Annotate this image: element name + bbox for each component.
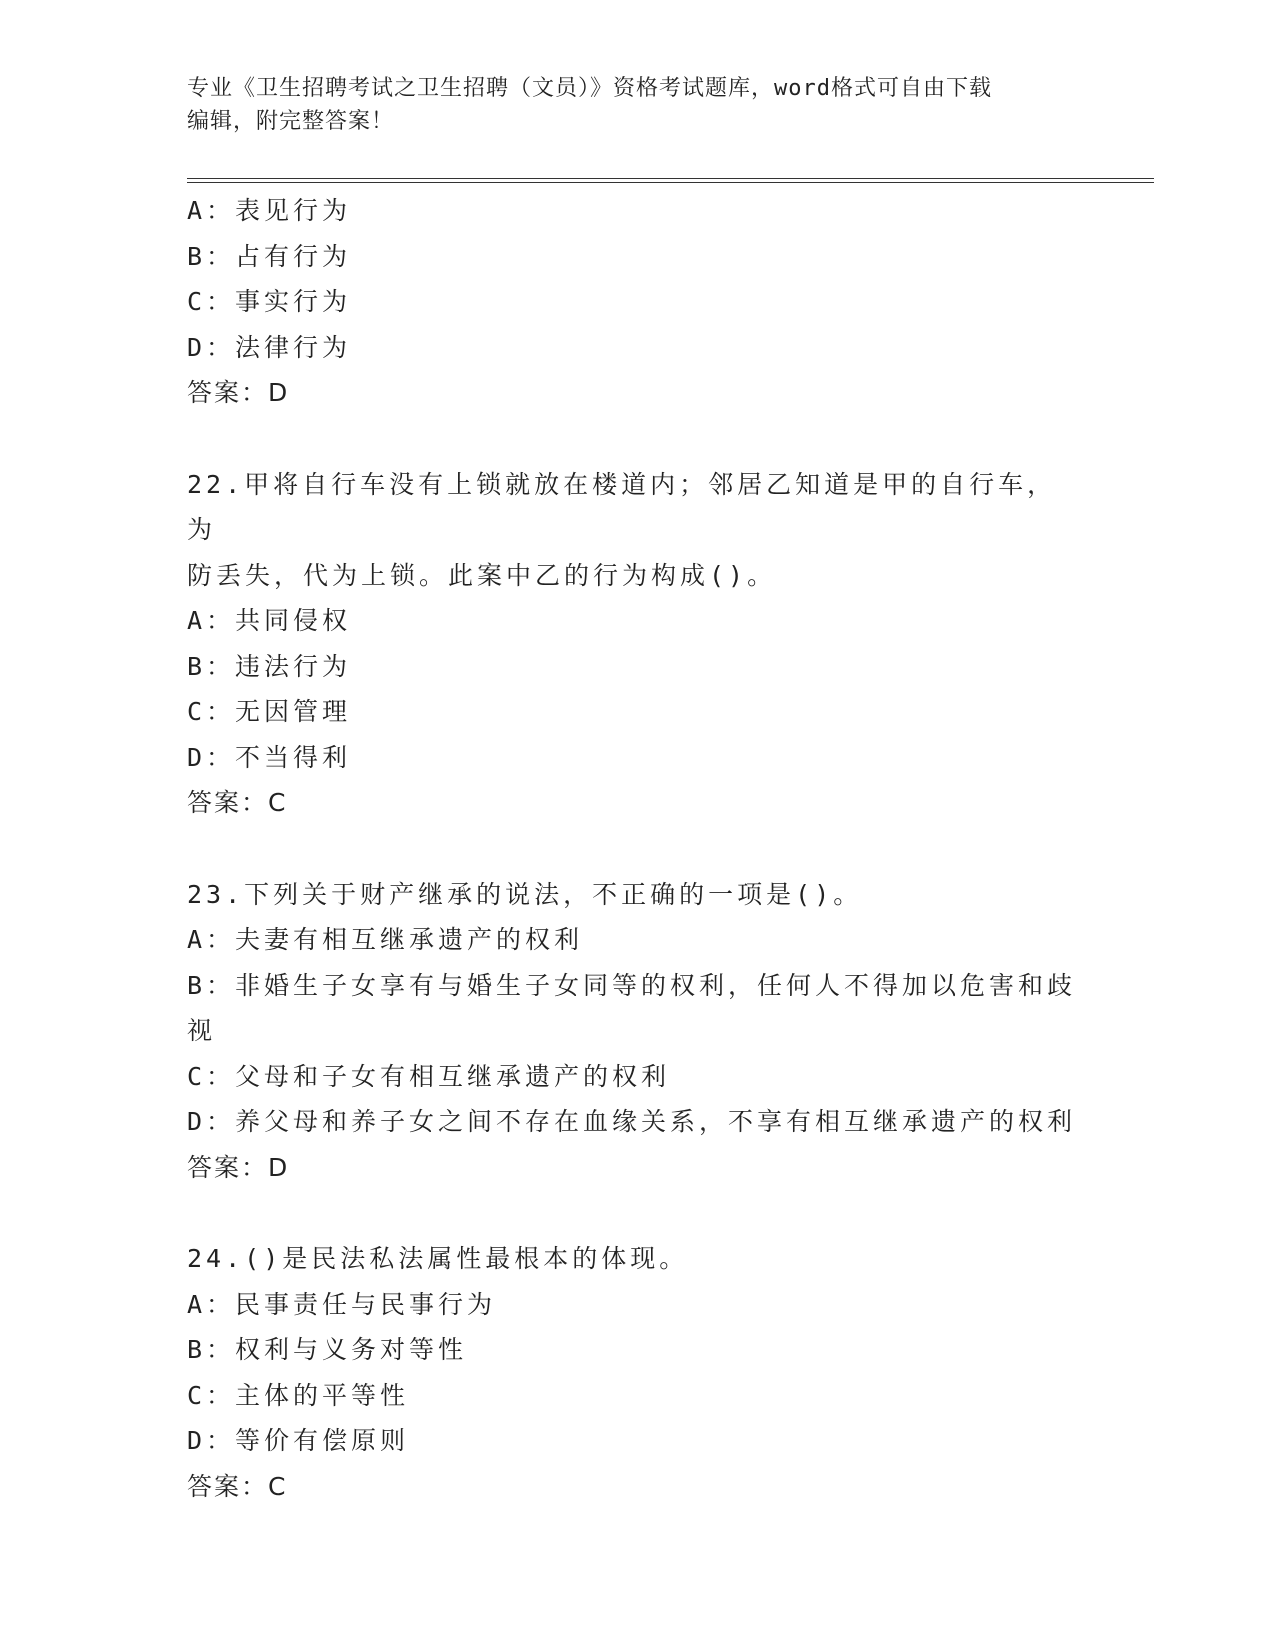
- header-line-1: 专业《卫生招聘考试之卫生招聘（文员）》资格考试题库，word格式可自由下载: [187, 76, 992, 101]
- question-text: 22.甲将自行车没有上锁就放在楼道内；邻居乙知道是甲的自行车，为: [187, 469, 1057, 544]
- question-21: [187, 188, 1077, 416]
- answer: 答案：C: [187, 788, 288, 817]
- option-d: D：法律行为: [187, 332, 352, 362]
- question-23: [187, 872, 1077, 1191]
- header-line-2: 编辑，附完整答案！: [187, 109, 395, 134]
- option-c: C：父母和子女有相互继承遗产的权利: [187, 1061, 671, 1091]
- question-list: [187, 188, 1077, 1509]
- question-text-cont: 防丢失，代为上锁。此案中乙的行为构成()。: [187, 560, 777, 590]
- option-c: C：无因管理: [187, 697, 352, 726]
- option-c: C：事实行为: [187, 287, 352, 316]
- question-text: 24.()是民法私法属性最根本的体现。: [187, 1244, 689, 1273]
- option-a: A：共同侵权: [187, 606, 352, 635]
- option-a: A：民事责任与民事行为: [187, 1289, 497, 1319]
- header-divider-bottom: [187, 182, 1154, 183]
- option-a: A：表见行为: [187, 196, 352, 225]
- option-a: A：夫妻有相互继承遗产的权利: [187, 925, 584, 954]
- question-24: [187, 1236, 1077, 1509]
- question-text: 23.下列关于财产继承的说法，不正确的一项是()。: [187, 879, 863, 909]
- option-d: D：不当得利: [187, 742, 352, 772]
- answer: 答案：D: [187, 1152, 290, 1182]
- answer: 答案：D: [187, 378, 290, 407]
- option-b: B：违法行为: [187, 651, 352, 681]
- option-b: B：占有行为: [187, 241, 352, 271]
- option-b: B：非婚生子女享有与婚生子女同等的权利，任何人不得加以危害和歧: [187, 970, 1077, 1000]
- option-b: B：权利与义务对等性: [187, 1335, 468, 1364]
- option-d: D：等价有偿原则: [187, 1426, 410, 1455]
- header-divider-top: [187, 178, 1154, 179]
- answer: 答案：C: [187, 1471, 288, 1501]
- option-d: D：养父母和养子女之间不存在血缘关系，不享有相互继承遗产的权利: [187, 1107, 1077, 1136]
- question-22: [187, 462, 1077, 826]
- document-header: [187, 72, 1087, 138]
- option-b-cont: 视: [187, 1016, 217, 1045]
- option-c: C：主体的平等性: [187, 1380, 410, 1410]
